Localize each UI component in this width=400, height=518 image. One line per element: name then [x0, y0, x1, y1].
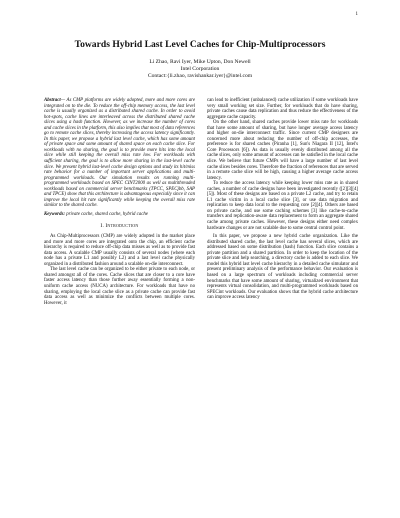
- paper-contact: Contact:{li.zhao, ravishankar.iyer}@intel.com: [147, 72, 253, 79]
- right-paragraph-1: can lead to inefficient (unbalanced) cache utilization if some workloads have very small working set size. Further, for workloads that do have sharing, private caches cause data replication and thus reduce the effectiveness of the aggregate cache capacity.: [207, 98, 358, 120]
- right-column: [207, 98, 358, 306]
- paper-authors: Li Zhao, Ravi Iyer, Mike Upton, Don Newell: [149, 58, 251, 65]
- page-number: 1: [355, 12, 358, 17]
- keywords-label: Keywords:: [44, 211, 65, 217]
- body-columns: [44, 98, 358, 306]
- right-paragraph-3: To reduce the access latency while keeping lower miss rate as in shared caches, a number of cache designs have been investigated recently ([2][3][4][5]). Most of these designs are based on a private L2 cache, and try to retain L1 cache victim in a local cache slice [3], or use data migration and replication to keep data local to the requesting core [2][4]. Others are based on private cache, and use some caching schemes [3] like cache-to-cache transfers and replication-aware data replacement to form an aggregate shared cache among private caches. However, these designs either need complex hardware changes or are not scalable due to some central control point.: [207, 181, 358, 231]
- right-paragraph-2: On the other hand, shared caches provide lower miss rate for workloads that have some amount of sharing, but have longer average access latency and higher on-die interconnect traffic. Since current CMP designers are concerned more about reducing the number of off-chip accesses, the preference is for shared caches (Piranha [1], Sun's Niagara II [12], Intel's Core Processors [6]). As data is usually evenly distributed among all the cache slices, only some amount of accesses can be satisfied in the local cache slice. We believe that future CMPs will have a large number of last level cache slices besides cores. Therefore the fraction of references that are served in a remote cache slice will be high, causing a higher average cache access latency.: [207, 120, 358, 181]
- intro-paragraph-1: As Chip-Multiprocessors (CMP) are widely adopted in the market place and more and more cores are integrated onto the chip, an efficient cache hierarchy is required to reduce off-chip data misses as well as to provide fast data access. A scalable CMP usually consists of several nodes (where each node has a private L1 and possibly L2) and a last level cache physically organized in a distributed fashion around a scalable on-die interconnect.: [44, 234, 195, 267]
- section-heading-introduction: I. Introduction: [100, 223, 139, 230]
- right-paragraph-4: In this paper, we propose a new hybrid cache organization. Like the distributed shared cache, the last level cache has several slices, which are addressed based on some distribution (hash) function. Each slice contains a private partition and a shared partition. In order to keep the location of the private slice and help searching, a directory cache is added to each slice. We model this hybrid last level cache hierarchy in a detailed cache simulator and present preliminary analysis of the performance behavior. Our evaluation is based on a large spectrum of workloads including commercial server benchmarks that have some amount of sharing, virtualized environment that represents virtual consolidation, and multi-programmed workloads based on SPECint workloads. Our evaluation shows that the hybrid cache architecture can improve access latency: [207, 234, 358, 301]
- abstract-label: Abstract: [44, 98, 61, 103]
- paper-affiliation: Intel Corporation: [180, 65, 220, 72]
- keywords: [44, 212, 195, 218]
- paper-header: [0, 40, 400, 80]
- left-column: [44, 98, 195, 306]
- keywords-text: private cache, shared cache, hybrid cache: [65, 211, 148, 217]
- abstract-text: — As CMP platforms are widely adopted, more and more cores are integrated on to the die. To reduce the off-chip memory access, the last level cache is usually organized as a distributed shared cache. In order to avoid hot-spots, cache lines are interleaved across the distributed shared cache slices using a hash function. However, as we increase the number of cores and cache slices in the platform, this also implies that most of data references go to remote cache slices, thereby increasing the access latency significantly. In this paper, we propose a hybrid last level cache, which has some amount of private space and some amount of shared space on each cache slice. For workloads with no sharing, the goal is to provide more hits into the local slice while still keeping the overall miss rate low. For workloads with sufficient sharing, the goal is to allow more sharing in the last-level cache slice. We present hybrid last-level cache design options and study its hit/miss rate behavior for a number of important server applications and multi-programmed workloads. Our simulation results on running multi-programmed workloads based on SPEC CINT2000 as well as multithreaded workloads based on commercial server benchmarks (TPCC, SPECjbb, SAP and TPCE) show that this architecture is advantageous especially since it can improve the local hit rate significantly while keeping the overall miss rate similar to the shared cache.: [44, 98, 195, 209]
- paper-title: Towards Hybrid Last Level Caches for Chip-Multiprocessors: [74, 39, 326, 50]
- abstract: [44, 98, 195, 209]
- intro-paragraph-2: The last level cache can be organized to be either private to each node, or shared amongst all of the cores. Cache slices that are closer to a core have faster access latency than those further away essentially forming a non-uniform cache access (NUCA) architecture. For workloads that have no sharing, employing the local cache slice as a private cache can provide fast data access as well as minimize the conflicts between multiple cores. However, it: [44, 267, 195, 306]
